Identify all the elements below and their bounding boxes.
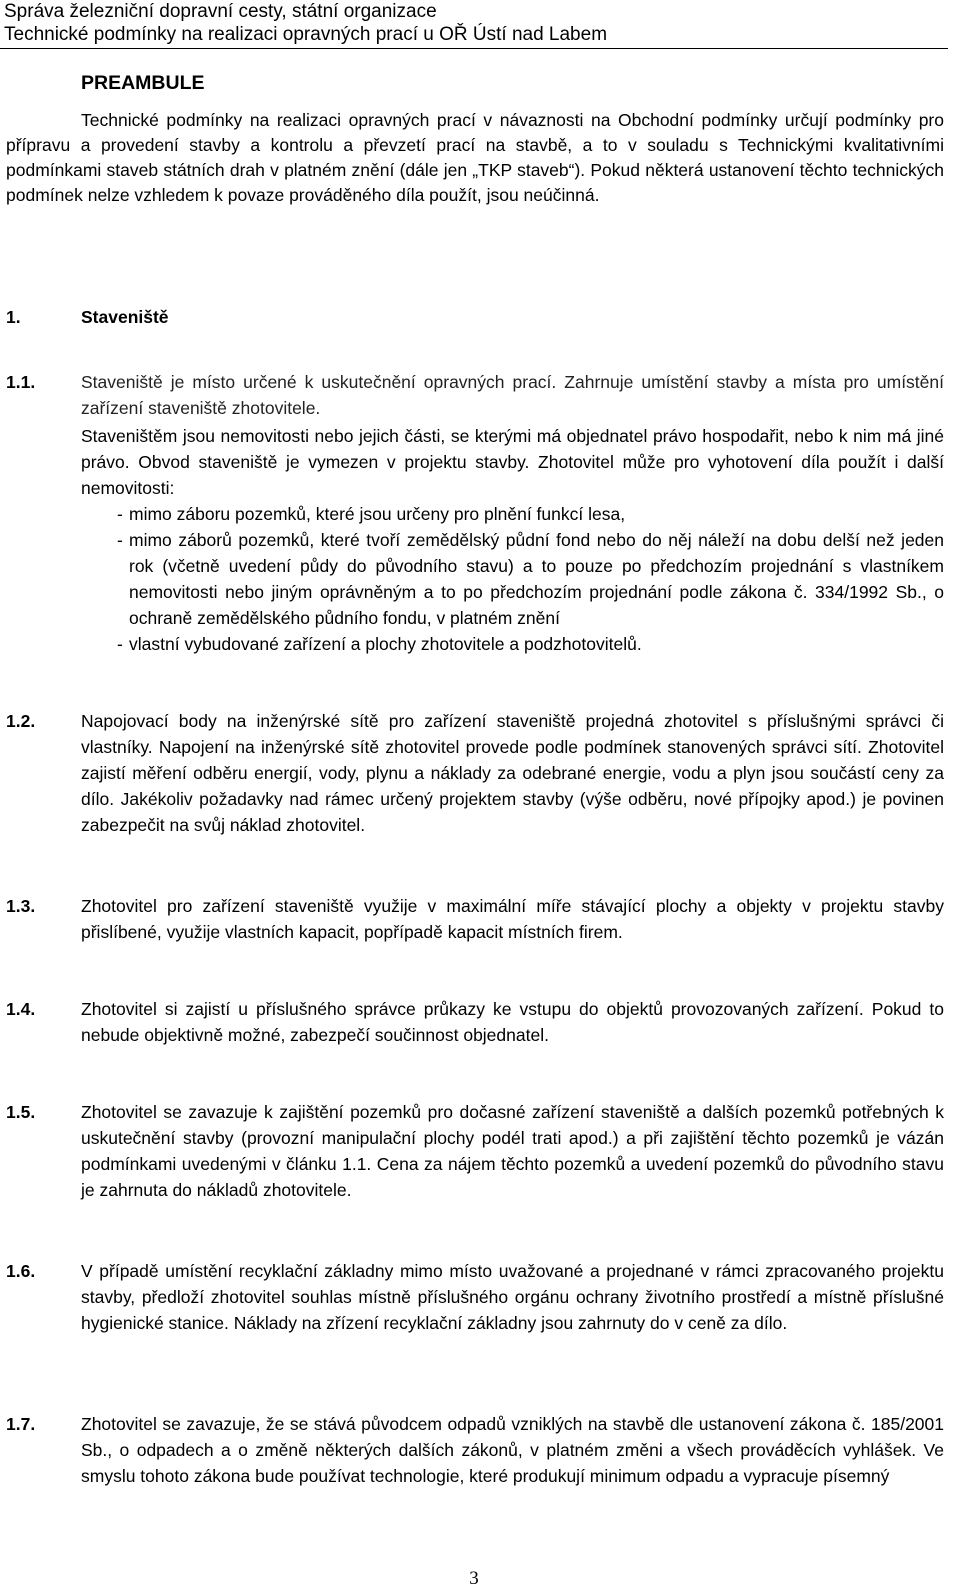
clause-1-2 <box>6 708 944 838</box>
header-organization: Správa železniční dopravní cesty, státní organizace <box>4 1 437 22</box>
clause-1-7 <box>6 1411 944 1489</box>
clause-paragraph: Zhotovitel se zavazuje k zajištění pozemků pro dočasné zařízení staveniště a dalších pozemků potřebných k uskutečnění stavby (provozní manipulační plochy podél trati apod.) a při zajištění těchto pozemků je vázán podmínkami uvedenými v článku 1.1. Cena za nájem těchto pozemků a uvedení pozemků do původního stavu je zahrnuta do nákladů zhotovitele. <box>81 1102 944 1200</box>
clause-number: 1.4. <box>6 999 36 1019</box>
dash-list <box>81 501 944 657</box>
header-rule <box>0 48 948 49</box>
clause-number: 1.1. <box>6 372 36 392</box>
clause-number: 1.3. <box>6 896 36 916</box>
list-item: - vlastní vybudované zařízení a plochy zhotovitele a podzhotovitelů. <box>117 634 642 654</box>
clause-1-5 <box>6 1099 944 1203</box>
list-item: - mimo záborů pozemků, které tvoří zemědělský půdní fond nebo do něj náleží na dobu delší než jeden rok (včetně uvedení půdy do původního stavu) a to pouze po předchozím projednání s vlastníkem nemovitosti nebo jiným oprávněným a to po předchozím projednání podle zákona č. 334/1992 Sb., o ochraně zemědělského půdního fondu, v platném znění <box>117 530 944 628</box>
page-number: 3 <box>469 1568 479 1589</box>
section-heading <box>6 307 169 328</box>
preamble-text: Technické podmínky na realizaci opravných prací v návaznosti na Obchodní podmínky určují podmínky pro přípravu a provedení stavby a kontrolu a převzetí prací na stavbě, a to v souladu s Technickými kvalitativními podmínkami staveb státních drah v platném znění (dále jen „TKP staveb“). Pokud některá ustanovení těchto technických podmínek nelze vzhledem k povaze prováděného díla použít, jsou neúčinná. <box>6 110 944 205</box>
clause-paragraph: Zhotovitel pro zařízení staveniště využije v maximální míře stávající plochy a objekty v projektu stavby přislíbené, využije vlastních kapacit, popřípadě kapacit místních firem. <box>81 896 944 942</box>
clause-number: 1.7. <box>6 1414 36 1434</box>
section-title: Staveniště <box>81 307 169 327</box>
list-item: - mimo záboru pozemků, které jsou určeny pro plnění funkcí lesa, <box>117 504 626 524</box>
page-header <box>0 0 948 46</box>
clause-paragraph: Zhotovitel se zavazuje, že se stává původcem odpadů vzniklých na stavbě dle ustanovení zákona č. 185/2001 Sb., o odpadech a o změně některých dalších zákonů, v platném změni a všech prováděcích vyhlášek. Ve smyslu tohoto zákona bude používat technologie, které produkují minimum odpadu a vypracuje písemný <box>81 1414 944 1486</box>
page-title: PREAMBULE <box>81 72 205 94</box>
clause-1-4 <box>6 996 944 1048</box>
clause-number: 1.5. <box>6 1102 36 1122</box>
clause-1-3 <box>6 893 944 945</box>
clause-1-1 <box>6 369 944 657</box>
clause-paragraph: Zhotovitel si zajistí u příslušného správce průkazy ke vstupu do objektů provozovaných zařízení. Pokud to nebude objektivně možné, zabezpečí součinnost objednatel. <box>81 999 944 1045</box>
clause-paragraph: Napojovací body na inženýrské sítě pro zařízení staveniště projedná zhotovitel s příslušnými správci či vlastníky. Napojení na inženýrské sítě zhotovitel provede podle podmínek stanovených správci sítí. Zhotovitel zajistí měření odběru energií, vody, plynu a náklady za odebrané energie, vodu a plyn jsou součástí ceny za dílo. Jakékoliv požadavky nad rámec určený projektem stavby (výše odběru, nové přípojky apod.) je povinen zabezpečit na svůj náklad zhotovitel. <box>81 711 944 835</box>
clause-number: 1.2. <box>6 711 36 731</box>
clause-1-6 <box>6 1258 944 1336</box>
section-number: 1. <box>6 307 21 327</box>
header-document-title: Technické podmínky na realizaci opravných prací u OŘ Ústí nad Labem <box>4 24 608 45</box>
clause-paragraph: Staveniště je místo určené k uskutečnění opravných prací. Zahrnuje umístění stavby a místa pro umístění zařízení staveniště zhotovitele. <box>81 372 944 418</box>
clause-paragraph: Staveništěm jsou nemovitosti nebo jejich části, se kterými má objednatel právo hospodařit, nebo k nim má jiné právo. Obvod staveniště je vymezen v projektu stavby. Zhotovitel může pro vyhotovení díla použít i další nemovitosti: <box>81 426 944 498</box>
clause-paragraph: V případě umístění recyklační základny mimo místo uvažované a projednané v rámci zpracovaného projektu stavby, předloží zhotovitel souhlas místně příslušného orgánu ochrany životního prostředí a místně příslušné hygienické stanice. Náklady na zřízení recyklační základny jsou zahrnuty do v ceně za dílo. <box>81 1261 944 1333</box>
clause-number: 1.6. <box>6 1261 36 1281</box>
